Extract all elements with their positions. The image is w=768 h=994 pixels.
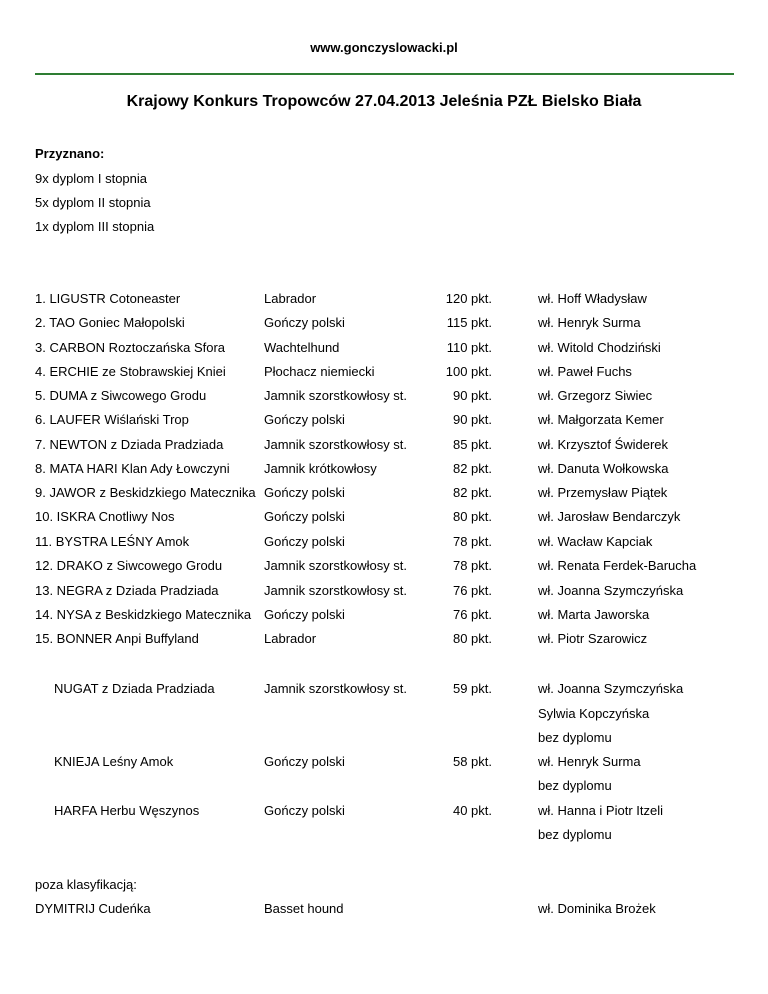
dog-name: 14. NYSA z Beskidzkiego Matecznika [35,607,252,622]
dog-name: NUGAT z Dziada Pradziada [54,681,215,696]
dog-points: 90 pkt. [452,412,492,427]
table-row [0,315,768,333]
dog-name: 5. DUMA z Siwcowego Grodu [35,388,207,403]
dog-points: 58 pkt. [452,754,492,769]
dog-points: 80 pkt. [452,631,492,646]
dog-name: KNIEJA Leśny Amok [54,754,174,769]
table-row [0,364,768,382]
dog-owner: wł. Joanna Szymczyńska [538,681,684,696]
dog-breed: Gończy polski [264,485,345,500]
awarded-item: 5x dyplom II stopnia [35,195,151,210]
dog-points: 100 pkt. [445,364,492,379]
dog-owner: wł. Joanna Szymczyńska [538,583,684,598]
dog-breed: Jamnik szorstkowłosy st. [264,583,408,598]
table-row [0,437,768,455]
co-owner: Sylwia Kopczyńska [538,706,650,721]
dog-points: 110 pkt. [446,340,492,355]
no-diploma-note: bez dyplomu [538,730,612,745]
dog-breed: Gończy polski [264,412,345,427]
dog-name: 2. TAO Goniec Małopolski [35,315,185,330]
dog-breed: Jamnik szorstkowłosy st. [264,388,408,403]
table-row [0,534,768,552]
dog-breed: Wachtelhund [264,340,340,355]
dog-name: DYMITRIJ Cudeńka [35,901,151,916]
dog-name: 6. LAUFER Wiślański Trop [35,412,189,427]
dog-points: 82 pkt. [452,461,492,476]
dog-owner: wł. Henryk Surma [538,315,641,330]
dog-breed: Jamnik krótkowłosy [264,461,377,476]
dog-owner: wł. Krzysztof Świderek [538,437,669,452]
table-row [0,631,768,649]
table-row [0,901,768,919]
dog-points: 90 pkt. [452,388,492,403]
dog-owner: wł. Hanna i Piotr Itzeli [538,803,663,818]
dog-breed: Labrador [264,631,317,646]
dog-name: 10. ISKRA Cnotliwy Nos [35,509,175,524]
table-row [0,388,768,406]
table-row [0,340,768,358]
dog-breed: Gończy polski [264,754,345,769]
awarded-heading: Przyznano: [35,146,105,161]
dog-breed: Basset hound [264,901,344,916]
no-diploma-note: bez dyplomu [538,778,612,793]
dog-points: 85 pkt. [452,437,492,452]
dog-points: 120 pkt. [445,291,492,306]
dog-owner: wł. Dominika Brożek [538,901,656,916]
dog-points: 78 pkt. [452,534,492,549]
awarded-item: 9x dyplom I stopnia [35,171,148,186]
dog-name: 4. ERCHIE ze Stobrawskiej Kniei [35,364,226,379]
dog-owner: wł. Hoff Władysław [538,291,647,306]
dog-owner: wł. Jarosław Bendarczyk [538,509,681,524]
dog-owner: wł. Paweł Fuchs [538,364,632,379]
no-diploma-note: bez dyplomu [538,827,612,842]
dog-name: 15. BONNER Anpi Buffyland [35,631,199,646]
dog-breed: Jamnik szorstkowłosy st. [264,681,408,696]
dog-owner: wł. Henryk Surma [538,754,641,769]
table-row [0,754,768,772]
table-row [0,607,768,625]
dog-breed: Gończy polski [264,534,345,549]
dog-points: 76 pkt. [452,607,492,622]
dog-points: 40 pkt. [452,803,492,818]
dog-owner: wł. Wacław Kapciak [538,534,653,549]
dog-owner: wł. Grzegorz Siwiec [538,388,653,403]
dog-points: 78 pkt. [452,558,492,573]
dog-breed: Labrador [264,291,317,306]
awarded-item: 1x dyplom III stopnia [35,219,155,234]
dog-points: 80 pkt. [452,509,492,524]
dog-points: 115 pkt. [446,315,492,330]
dog-name: 12. DRAKO z Siwcowego Grodu [35,558,223,573]
dog-name: 1. LIGUSTR Cotoneaster [35,291,181,306]
dog-owner: wł. Witold Chodziński [538,340,661,355]
outside-classification-heading: poza klasyfikacją: [35,877,137,892]
dog-owner: wł. Piotr Szarowicz [538,631,648,646]
dog-breed: Gończy polski [264,803,345,818]
dog-breed: Gończy polski [264,607,345,622]
dog-breed: Płochacz niemiecki [264,364,375,379]
dog-name: 11. BYSTRA LEŚNY Amok [35,534,190,549]
site-url[interactable]: www.gonczyslowacki.pl [310,40,458,55]
dog-breed: Jamnik szorstkowłosy st. [264,558,408,573]
dog-name: 7. NEWTON z Dziada Pradziada [35,437,224,452]
dog-name: 3. CARBON Roztoczańska Sfora [35,340,226,355]
table-row [0,558,768,576]
table-row [0,583,768,601]
dog-owner: wł. Marta Jaworska [538,607,650,622]
dog-points: 76 pkt. [452,583,492,598]
table-row [0,461,768,479]
page-title: Krajowy Konkurs Tropowców 27.04.2013 Jeleśnia PZŁ Bielsko Biała [126,93,642,110]
dog-name: 9. JAWOR z Beskidzkiego Matecznika [35,485,256,500]
dog-name: 13. NEGRA z Dziada Pradziada [35,583,219,598]
table-row [0,681,768,699]
table-row [0,291,768,309]
dog-name: 8. MATA HARI Klan Ady Łowczyni [35,461,230,476]
dog-name: HARFA Herbu Węszynos [54,803,200,818]
dog-owner: wł. Renata Ferdek-Barucha [538,558,697,573]
table-row [0,412,768,430]
dog-owner: wł. Danuta Wołkowska [538,461,669,476]
dog-points: 82 pkt. [452,485,492,500]
table-row [0,803,768,821]
table-row [0,509,768,527]
dog-breed: Jamnik szorstkowłosy st. [264,437,408,452]
table-row [0,485,768,503]
dog-breed: Gończy polski [264,315,345,330]
dog-breed: Gończy polski [264,509,345,524]
dog-owner: wł. Przemysław Piątek [538,485,668,500]
header-divider [35,73,734,75]
dog-points: 59 pkt. [452,681,492,696]
dog-owner: wł. Małgorzata Kemer [538,412,664,427]
